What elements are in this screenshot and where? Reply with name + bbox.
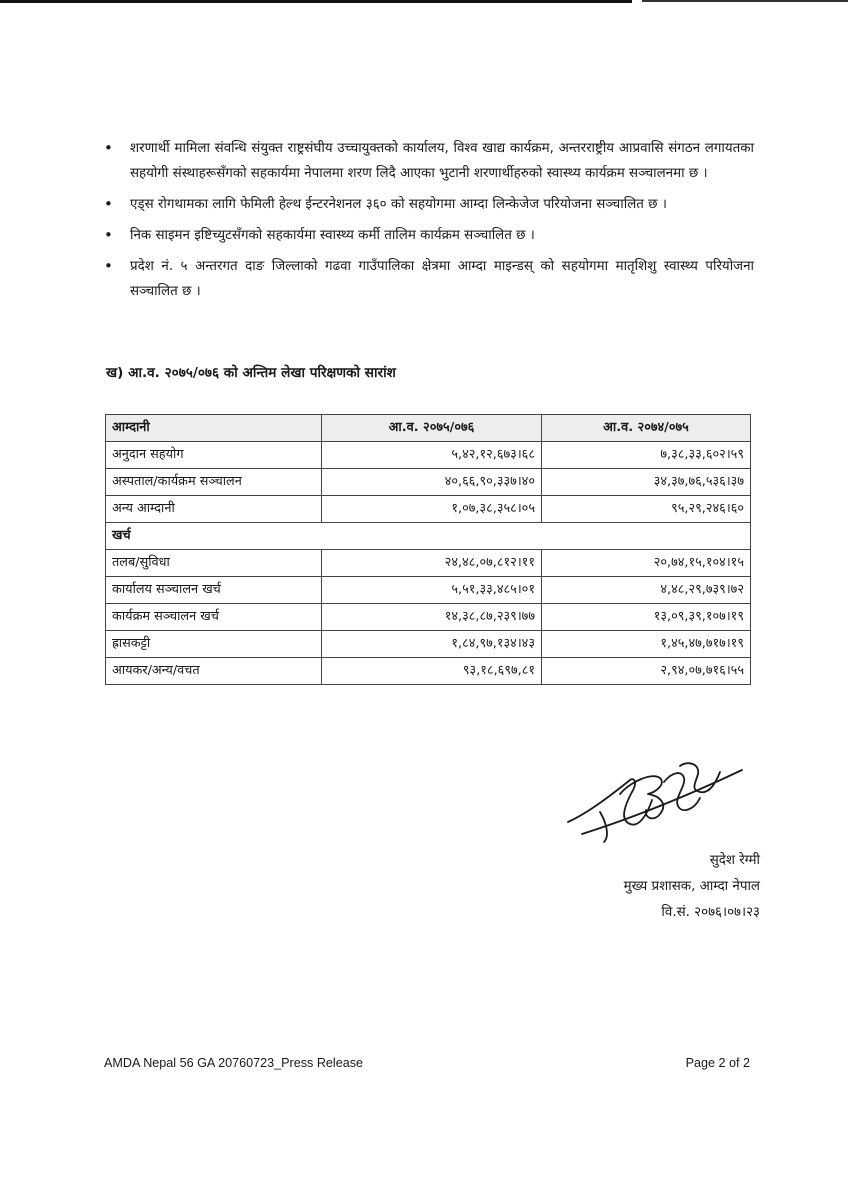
bullet-text: एड्स रोगथामका लागि फेमिली हेल्थ ईन्टरनेशनल ३६० को सहयोगमा आम्दा लिन्केजेज परियोजना सञ्चालित छ । [130, 197, 667, 212]
row-label: कार्यक्रम सञ्चालन खर्च [106, 604, 322, 631]
expense-label: खर्च [106, 523, 751, 550]
value-previous: ९५,२९,२४६।६० [542, 496, 751, 523]
value-previous: २,९४,०७,७१६।५५ [542, 658, 751, 685]
table-row [106, 604, 751, 631]
value-previous: १,४५,४७,७१७।१९ [542, 631, 751, 658]
bullet-text: प्रदेश नं. ५ अन्तरगत दाङ जिल्लाको गढवा गाउँपालिका क्षेत्रमा आम्दा माइन्डस् को सहयोगमा मातृशिशु स्वास्थ्य परियोजना सञ्चालित छ । [130, 259, 754, 299]
table-row [106, 631, 751, 658]
row-label: अनुदान सहयोग [106, 442, 322, 469]
signatory-block [560, 848, 760, 926]
bullet-item [104, 192, 754, 217]
row-label: अस्पताल/कार्यक्रम सञ्चालन [106, 469, 322, 496]
value-previous: ३४,३७,७६,५३६।३७ [542, 469, 751, 496]
bullet-text: निक साइमन इष्टिच्युटसँगको सहकार्यमा स्वास्थ्य कर्मी तालिम कार्यक्रम सञ्चालित छ । [130, 228, 535, 243]
value-previous: ४,४८,२९,७३९।७२ [542, 577, 751, 604]
table-row [106, 442, 751, 469]
value-previous: २०,७४,१५,१०४।१५ [542, 550, 751, 577]
bullet-item [104, 223, 754, 248]
bullet-icon: • [104, 226, 113, 244]
value-current: २४,४८,०७,८१२।११ [322, 550, 542, 577]
value-previous: ७,३८,३३,६०२।५९ [542, 442, 751, 469]
value-previous: १३,०९,३९,१०७।१९ [542, 604, 751, 631]
handwritten-signature [560, 752, 750, 852]
table-row [106, 577, 751, 604]
bullet-item [104, 254, 754, 304]
header-income: आम्दानी [106, 415, 322, 442]
value-current: ९३,१८,६९७,८१ [322, 658, 542, 685]
row-label: कार्यालय सञ्चालन खर्च [106, 577, 322, 604]
value-current: १,०७,३८,३५८।०५ [322, 496, 542, 523]
row-label: अन्य आम्दानी [106, 496, 322, 523]
expense-section-row [106, 523, 751, 550]
bullet-icon: • [104, 195, 113, 213]
table-row [106, 550, 751, 577]
table-row [106, 658, 751, 685]
section-heading: ख) आ.व. २०७५/०७६ को अन्तिम लेखा परिक्षणको सारांश [106, 365, 396, 381]
bullet-text: शरणार्थी मामिला संवन्धि संयुक्त राष्ट्रसंघीय उच्चायुक्तको कार्यालय, विश्व खाद्य कार्यक्रम, अन्तरराष्ट्रीय आप्रवासि संगठन लगायतका सहयोगी संस्थाहरूसँगको सहकार्यमा नेपालमा शरण लिदै आएका भुटानी शरणार्थीहरुको स्वास्थ्य कार्यक्रम सञ्चालनमा छ । [130, 141, 754, 181]
bullet-icon: • [104, 257, 113, 275]
signatory-name: सुदेश रेग्मी [709, 853, 760, 868]
row-label: ह्रासकट्टी [106, 631, 322, 658]
signatory-date: वि.सं. २०७६।०७।२३ [661, 905, 760, 920]
header-fy-2075-076: आ.व. २०७५/०७६ [322, 415, 542, 442]
value-current: १४,३८,८७,२३९।७७ [322, 604, 542, 631]
table-row [106, 496, 751, 523]
financial-summary-table [105, 414, 751, 685]
value-current: ४०,६६,९०,३३७।४० [322, 469, 542, 496]
bullet-list [104, 136, 754, 310]
footer-page-number: Page 2 of 2 [685, 1056, 750, 1070]
bullet-item [104, 136, 754, 186]
value-current: १,८४,९७,१३४।४३ [322, 631, 542, 658]
value-current: ५,४२,१२,६७३।६८ [322, 442, 542, 469]
footer-document-name: AMDA Nepal 56 GA 20760723_Press Release [104, 1056, 364, 1070]
top-border-line [0, 0, 632, 3]
value-current: ५,५१,३३,४८५।०१ [322, 577, 542, 604]
table-row [106, 469, 751, 496]
bullet-icon: • [104, 139, 113, 157]
row-label: आयकर/अन्य/वचत [106, 658, 322, 685]
header-fy-2074-075: आ.व. २०७४/०७५ [542, 415, 751, 442]
signatory-title: मुख्य प्रशासक, आम्दा नेपाल [623, 879, 760, 894]
row-label: तलब/सुविधा [106, 550, 322, 577]
top-border-line-right [642, 0, 848, 2]
table-header-row [106, 415, 751, 442]
